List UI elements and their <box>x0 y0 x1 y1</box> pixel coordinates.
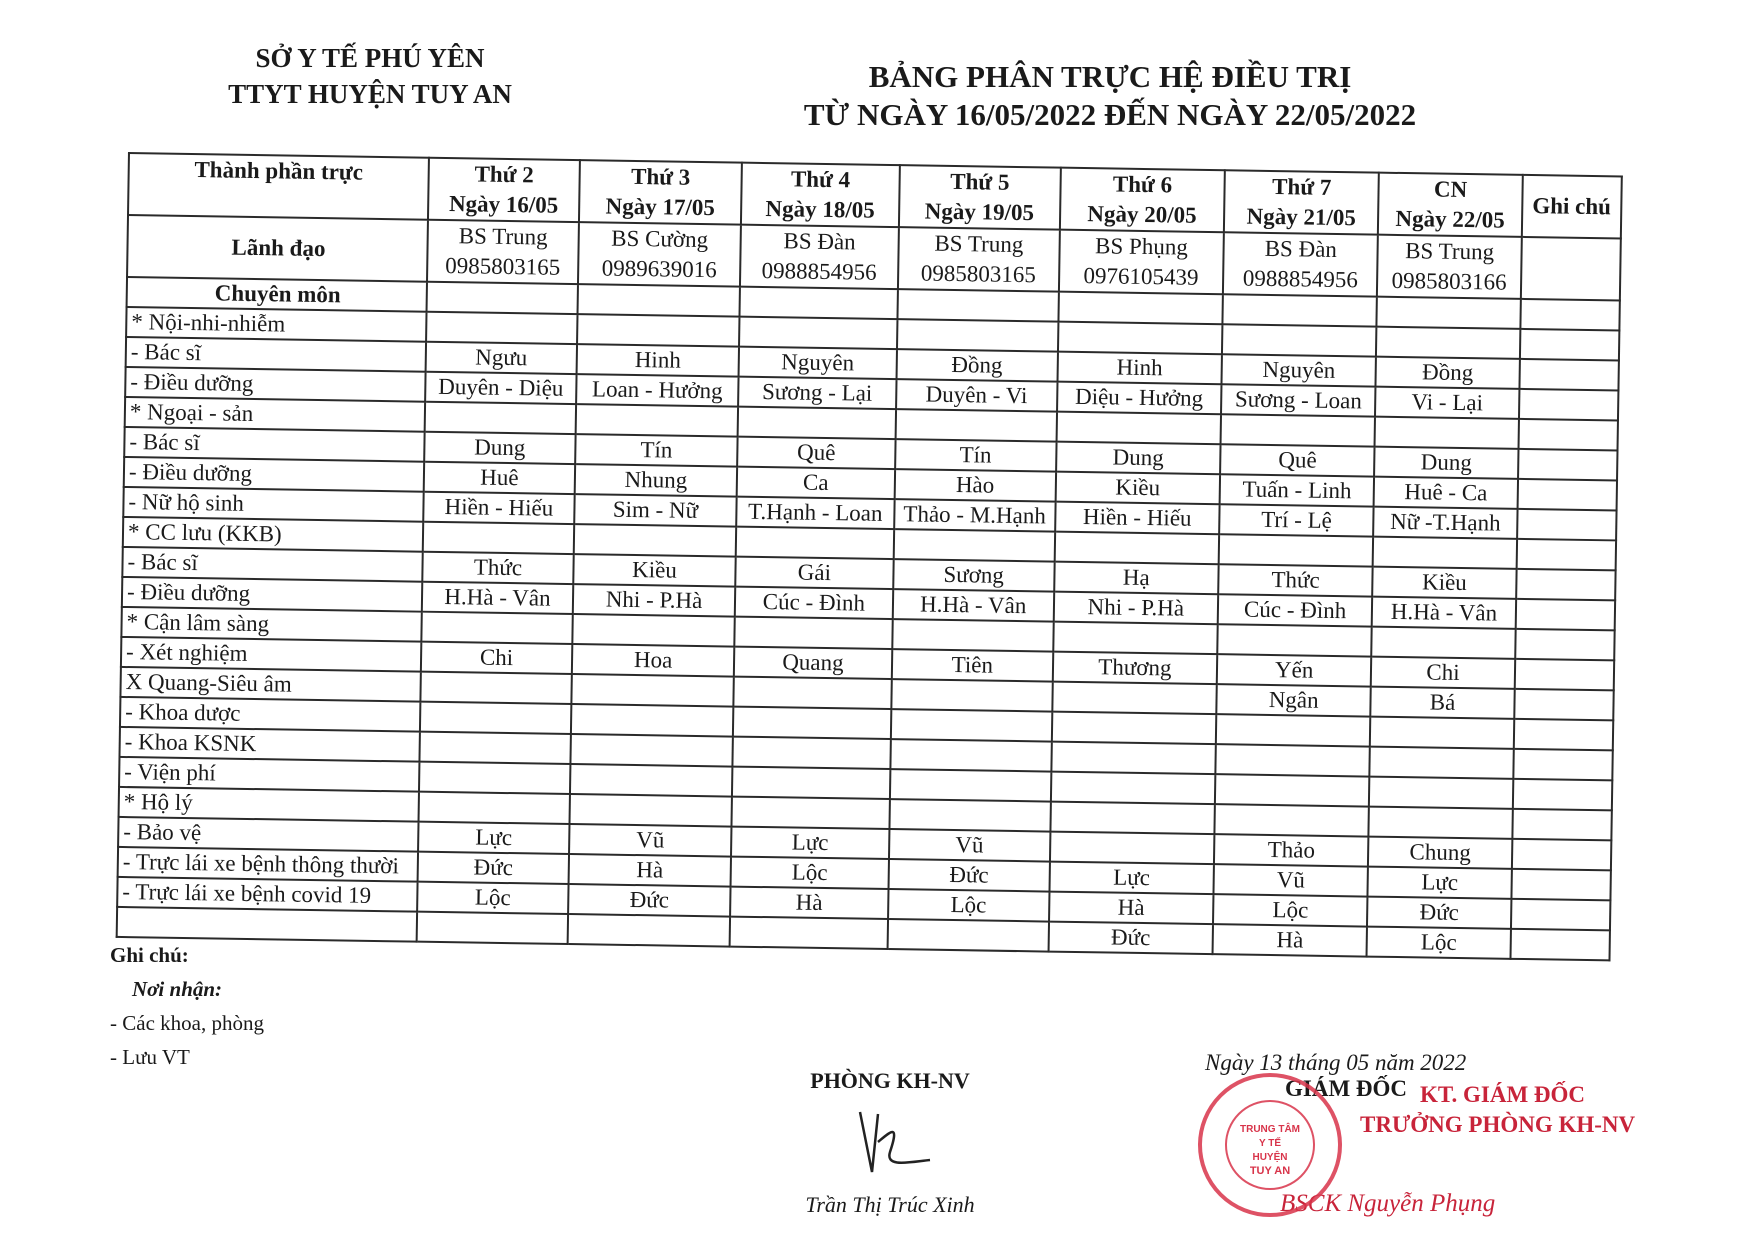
row-label: - Bác sĩ <box>126 337 426 372</box>
recipients-title: Nơi nhận: <box>132 977 223 1001</box>
leader-cell <box>1059 230 1224 295</box>
signature-planning-dept <box>760 1068 1020 1218</box>
day-date: Ngày 21/05 <box>1246 203 1357 231</box>
leader-name: BS Đàn <box>783 228 856 255</box>
note-cell <box>1511 869 1611 901</box>
duty-cell <box>740 287 898 319</box>
duty-cell: Nguyên <box>739 347 897 379</box>
leader-phone: 0988854956 <box>761 257 877 285</box>
leader-phone: 0988854956 <box>1242 265 1359 293</box>
duty-cell: Lực <box>1049 862 1214 895</box>
day-header <box>1224 170 1379 234</box>
duty-cell: Quang <box>734 647 892 679</box>
note-cell <box>1513 749 1613 781</box>
note-cell <box>1516 539 1616 571</box>
duty-schedule-table <box>116 152 1623 961</box>
recipient-item: - Lưu VT <box>110 1045 190 1069</box>
leader-phone: 0985803165 <box>445 252 561 280</box>
duty-cell <box>1221 414 1376 446</box>
duty-cell <box>1215 774 1370 806</box>
duty-cell <box>738 407 896 439</box>
svg-text:TUY AN: TUY AN <box>1249 1165 1291 1177</box>
leader-cell <box>740 225 899 289</box>
duty-cell: Hà <box>1213 924 1368 956</box>
duty-cell <box>1217 624 1372 656</box>
duty-cell: Nhung <box>575 464 738 497</box>
duty-cell: Lộc <box>731 857 889 889</box>
leader-name: BS Đàn <box>1264 235 1338 262</box>
duty-cell <box>890 769 1051 802</box>
duty-cell: Nhi - P.Hà <box>573 584 736 617</box>
day-date: Ngày 18/05 <box>765 196 875 223</box>
duty-cell <box>1222 294 1377 326</box>
leader-phone: 0985803165 <box>920 260 1037 288</box>
duty-cell: Nguyên <box>1221 354 1376 386</box>
duty-cell: Lực <box>1368 867 1512 899</box>
duty-cell: Tín <box>895 439 1056 472</box>
director-title: GIÁM ĐỐC <box>1285 1076 1408 1101</box>
duty-cell <box>732 737 890 769</box>
duty-cell: Tiên <box>892 649 1053 682</box>
note-cell <box>1514 659 1614 691</box>
duty-cell: Sương - Loan <box>1221 384 1376 416</box>
department-name: SỞ Y TẾ PHÚ YÊN <box>255 43 485 73</box>
duty-cell: T.Hạnh - Loan <box>736 497 894 529</box>
duty-cell <box>1372 627 1516 659</box>
duty-cell: Lộc <box>1213 894 1368 926</box>
duty-cell: Thức <box>422 552 574 584</box>
duty-cell <box>890 739 1051 772</box>
recipient-item: - Các khoa, phòng <box>110 1011 264 1035</box>
duty-cell <box>572 614 735 647</box>
duty-cell: H.Hà - Vân <box>892 589 1053 622</box>
duty-cell: Hiền - Hiếu <box>1055 502 1220 535</box>
duty-cell <box>730 917 888 949</box>
duty-cell: Hoa <box>572 644 735 677</box>
note-cell <box>1520 299 1620 331</box>
leader-label: Lãnh đạo <box>231 234 326 262</box>
duty-cell <box>1051 742 1216 775</box>
notes-block <box>110 938 264 1074</box>
note-cell <box>1517 509 1617 541</box>
duty-cell <box>1215 744 1370 776</box>
duty-cell <box>1376 327 1520 359</box>
sign-date: Ngày 13 tháng 05 năm 2022 <box>1205 1050 1467 1075</box>
leader-phone: 0989639016 <box>601 255 717 283</box>
duty-cell <box>895 409 1056 442</box>
duty-cell <box>1052 712 1217 745</box>
note-cell <box>1520 329 1620 361</box>
duty-cell <box>423 522 575 554</box>
duty-cell: Thương <box>1053 652 1218 685</box>
duty-cell: Hinh <box>577 344 740 377</box>
day-name: Thứ 3 <box>630 163 691 190</box>
day-date: Ngày 17/05 <box>605 193 716 221</box>
day-header <box>1378 173 1522 237</box>
duty-cell: Hinh <box>1057 352 1222 385</box>
duty-cell: Vũ <box>1213 864 1368 896</box>
duty-cell <box>1050 802 1215 835</box>
day-header <box>899 165 1061 230</box>
signer-dept-title: PHÒNG KH-NV <box>810 1068 970 1093</box>
svg-text:TRUNG TÂM: TRUNG TÂM <box>1240 1124 1300 1135</box>
svg-text:HUYỆN: HUYỆN <box>1252 1152 1288 1163</box>
duty-cell: Chung <box>1368 837 1512 869</box>
duty-cell: Thức <box>1218 564 1373 596</box>
duty-cell <box>733 707 891 739</box>
duty-cell <box>426 282 578 314</box>
leader-cell <box>1377 235 1521 299</box>
duty-cell: Đức <box>888 859 1049 892</box>
note-cell <box>1514 689 1614 721</box>
duty-cell: Hào <box>894 469 1055 502</box>
duty-cell <box>1214 804 1369 836</box>
duty-cell <box>425 402 577 434</box>
notes-title: Ghi chú: <box>110 943 189 967</box>
row-label: * CC lưu (KKB) <box>123 517 423 552</box>
duty-cell <box>1051 772 1216 805</box>
note-cell <box>1511 899 1611 931</box>
duty-cell <box>1369 807 1513 839</box>
duty-cell <box>1056 412 1221 445</box>
duty-cell <box>418 792 570 824</box>
duty-cell <box>417 912 569 944</box>
row-label: - Trực lái xe bệnh covid 19 <box>117 877 417 912</box>
duty-cell: Lộc <box>417 882 569 914</box>
row-label <box>127 215 428 282</box>
row-label: * Hộ lý <box>119 787 419 822</box>
duty-cell: Dung <box>1056 442 1221 475</box>
day-name: CN <box>1433 176 1468 203</box>
duty-cell: Đức <box>1048 922 1213 955</box>
duty-cell: Đức <box>417 852 569 884</box>
duty-cell: Nhi - P.Hà <box>1053 592 1218 625</box>
duty-cell <box>1058 322 1223 355</box>
duty-cell: Đức <box>568 884 731 917</box>
duty-cell: Gái <box>735 557 893 589</box>
duty-cell <box>1050 832 1215 865</box>
note-cell <box>1513 779 1613 811</box>
duty-cell <box>732 797 890 829</box>
duty-cell <box>1222 324 1377 356</box>
leader-phone: 0976105439 <box>1083 263 1199 290</box>
note-cell <box>1518 449 1618 481</box>
duty-cell: Dung <box>1374 447 1518 479</box>
note-column-header <box>1522 175 1622 239</box>
duty-cell: Sim - Nữ <box>574 494 737 527</box>
center-name: TTYT HUYỆN TUY AN <box>228 79 512 109</box>
day-date: Ngày 19/05 <box>924 198 1035 226</box>
note-cell <box>1516 569 1616 601</box>
row-label: - Điều dưỡng <box>122 577 422 612</box>
duty-cell <box>1377 297 1521 329</box>
duty-cell: Kiều <box>573 554 736 587</box>
role-column-label: Thành phần trực <box>194 157 364 185</box>
duty-cell: Lực <box>418 822 570 854</box>
duty-cell <box>733 677 891 709</box>
leader-name: BS Trung <box>934 230 1024 258</box>
note-cell <box>1510 929 1610 961</box>
duty-cell: Yến <box>1217 654 1372 686</box>
row-label: - Điều dưỡng <box>125 367 425 402</box>
duty-cell <box>421 612 573 644</box>
duty-cell: Vi - Lại <box>1375 387 1519 419</box>
director-name: BSCK Nguyễn Phụng <box>1280 1190 1496 1217</box>
row-label: - Bác sĩ <box>122 547 422 582</box>
duty-cell <box>1054 532 1219 565</box>
duty-cell: Quê <box>737 437 895 469</box>
note-cell <box>1512 839 1612 871</box>
duty-cell: Ca <box>737 467 895 499</box>
leader-name: BS Trung <box>458 223 548 250</box>
duty-cell <box>426 312 578 344</box>
duty-cell <box>1375 417 1519 449</box>
duty-cell <box>891 709 1052 742</box>
note-column-label: Ghi chú <box>1532 193 1612 220</box>
day-header <box>741 163 900 227</box>
duty-cell: Vũ <box>889 829 1050 862</box>
duty-cell <box>892 619 1053 652</box>
row-label: Chuyên môn <box>127 277 427 312</box>
leader-phone: 0985803166 <box>1391 267 1507 295</box>
duty-cell: Dung <box>424 432 576 464</box>
day-header <box>1060 168 1225 233</box>
day-name: Thứ 4 <box>790 166 851 193</box>
duty-cell <box>420 672 572 704</box>
duty-cell <box>570 764 733 797</box>
duty-cell: Duyên - Vi <box>896 379 1057 412</box>
duty-cell: Hà <box>1049 892 1214 925</box>
duty-cell <box>893 529 1054 562</box>
duty-cell <box>732 767 890 799</box>
duty-cell <box>576 404 739 437</box>
row-label: - Điều dưỡng <box>124 457 424 492</box>
day-name: Thứ 2 <box>474 161 534 188</box>
duty-cell <box>897 319 1058 352</box>
duty-cell <box>736 527 894 559</box>
duty-cell <box>739 317 897 349</box>
duty-cell <box>577 314 740 347</box>
duty-cell <box>568 914 731 947</box>
duty-cell <box>1053 622 1218 655</box>
day-date: Ngày 16/05 <box>448 191 559 218</box>
duty-cell: Bá <box>1371 687 1515 719</box>
duty-cell <box>1373 537 1517 569</box>
duty-cell: Sương <box>893 559 1054 592</box>
duty-cell: Hạ <box>1054 562 1219 595</box>
duty-cell <box>571 674 734 707</box>
duty-cell: Đồng <box>1376 357 1520 389</box>
duty-cell: Quê <box>1220 444 1375 476</box>
document-title: BẢNG PHÂN TRỰC HỆ ĐIỀU TRỊ <box>868 59 1352 94</box>
leader-cell <box>1223 232 1378 296</box>
duty-cell: Hà <box>569 854 732 887</box>
day-name: Thứ 5 <box>950 168 1010 195</box>
duty-cell: Kiều <box>1373 567 1517 599</box>
duty-cell: Sương - Lại <box>738 377 896 409</box>
duty-cell: Lộc <box>1367 927 1511 959</box>
duty-cell <box>570 734 733 767</box>
row-label: - Nữ hộ sinh <box>123 487 423 522</box>
duty-cell <box>574 524 737 557</box>
duty-cell: Duyên - Diệu <box>425 372 577 404</box>
day-name: Thứ 6 <box>1112 171 1173 198</box>
row-label: X Quang-Siêu âm <box>120 667 420 702</box>
header-right <box>760 58 1460 134</box>
day-header <box>428 158 580 222</box>
duty-cell: Ngưu <box>426 342 578 374</box>
duty-cell: Chi <box>421 642 573 674</box>
duty-cell: Thảo <box>1214 834 1369 866</box>
note-cell <box>1515 599 1615 631</box>
duty-cell <box>1058 292 1223 325</box>
day-date: Ngày 22/05 <box>1395 205 1505 233</box>
header-left <box>190 40 550 112</box>
duty-cell: Lực <box>731 827 889 859</box>
duty-cell: Tín <box>575 434 738 467</box>
duty-cell: Tuấn - Linh <box>1220 474 1375 506</box>
note-cell <box>1513 719 1613 751</box>
duty-cell <box>887 919 1048 952</box>
duty-cell <box>734 617 892 649</box>
row-label: * Ngoại - sản <box>125 397 425 432</box>
duty-cell: Diệu - Hưởng <box>1057 382 1222 415</box>
duty-cell: Kiều <box>1055 472 1220 505</box>
duty-cell <box>1216 714 1371 746</box>
duty-cell <box>1369 777 1513 809</box>
duty-cell: Thảo - M.Hạnh <box>894 499 1055 532</box>
duty-cell <box>419 732 571 764</box>
svg-text:Y TẾ: Y TẾ <box>1258 1138 1282 1149</box>
duty-cell <box>420 702 572 734</box>
duty-cell: Cúc - Đình <box>735 587 893 619</box>
day-name: Thứ 7 <box>1271 173 1332 200</box>
note-cell <box>1519 389 1619 421</box>
leader-cell <box>578 222 741 287</box>
role-column-header <box>128 153 429 220</box>
day-date: Ngày 20/05 <box>1087 201 1197 228</box>
duty-cell: Huê <box>424 462 576 494</box>
leader-name: BS Trung <box>1405 238 1495 265</box>
duty-cell <box>1219 534 1374 566</box>
duty-cell <box>419 762 571 794</box>
signer-name: Trần Thị Trúc Xinh <box>805 1192 975 1217</box>
duty-cell <box>577 284 740 317</box>
duty-cell <box>1370 747 1514 779</box>
duty-cell: H.Hà - Vân <box>1372 597 1516 629</box>
duty-cell <box>569 794 732 827</box>
duty-cell: Đức <box>1367 897 1511 929</box>
duty-cell <box>889 799 1050 832</box>
duty-cell <box>1370 717 1514 749</box>
note-cell <box>1517 479 1617 511</box>
duty-cell <box>1052 682 1217 715</box>
row-label: - Khoa dược <box>120 697 420 732</box>
row-label <box>117 907 417 942</box>
leader-name: BS Phụng <box>1094 233 1189 260</box>
duty-cell <box>891 679 1052 712</box>
note-cell <box>1519 359 1619 391</box>
row-label: - Khoa KSNK <box>119 727 419 762</box>
document-period: TỪ NGÀY 16/05/2022 ĐẾN NGÀY 22/05/2022 <box>803 97 1417 132</box>
duty-cell: Lộc <box>888 889 1049 922</box>
note-cell <box>1515 629 1615 661</box>
duty-cell: Nữ -T.Hạnh <box>1373 507 1517 539</box>
note-cell <box>1521 237 1621 301</box>
duty-cell: Cúc - Đình <box>1218 594 1373 626</box>
acting-director-title: KT. GIÁM ĐỐC <box>1420 1082 1586 1107</box>
duty-cell: Huê - Ca <box>1374 477 1518 509</box>
duty-cell <box>897 289 1058 322</box>
row-label: - Bác sĩ <box>124 427 424 462</box>
signer-role: TRƯỞNG PHÒNG KH-NV <box>1360 1112 1636 1137</box>
duty-cell: H.Hà - Vân <box>422 582 574 614</box>
day-header <box>579 160 742 225</box>
row-label: - Viện phí <box>119 757 419 792</box>
duty-cell: Đồng <box>896 349 1057 382</box>
row-label: - Xét nghiệm <box>121 637 421 672</box>
leader-name: BS Cường <box>611 225 709 253</box>
duty-cell: Hiền - Hiếu <box>423 492 575 524</box>
duty-cell: Vũ <box>569 824 732 857</box>
duty-cell: Hà <box>730 887 888 919</box>
row-label: - Bảo vệ <box>118 817 418 852</box>
note-cell <box>1512 809 1612 841</box>
duty-cell <box>571 704 734 737</box>
duty-cell: Chi <box>1371 657 1515 689</box>
row-label: * Cận lâm sàng <box>121 607 421 642</box>
red-seal-stamp <box>1195 1070 1345 1220</box>
duty-cell: Loan - Hưởng <box>576 374 739 407</box>
duty-cell: Ngân <box>1216 684 1371 716</box>
row-label: * Nội-nhi-nhiễm <box>126 307 426 342</box>
leader-cell <box>427 220 579 284</box>
note-cell <box>1518 419 1618 451</box>
leader-cell <box>898 227 1060 292</box>
row-label: - Trực lái xe bệnh thông thười <box>118 847 418 882</box>
duty-cell: Trí - Lệ <box>1219 504 1374 536</box>
signature-mark <box>830 1102 950 1182</box>
